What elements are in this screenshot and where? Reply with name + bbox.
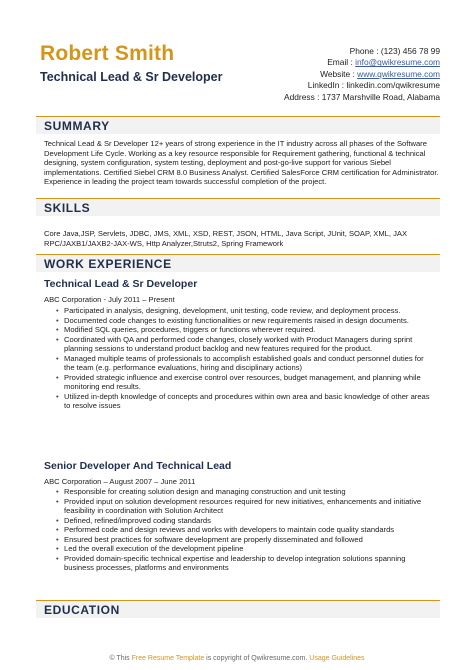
job-meta: ABC Corporation - July 2011 – Present: [44, 295, 175, 304]
website-label: Website :: [320, 68, 355, 79]
list-item: • Participated in analysis, designing, development, unit testing, code review, and deployment process.: [56, 306, 436, 316]
footer-prefix: © This: [109, 655, 130, 662]
job-title: Technical Lead & Sr Developer: [44, 278, 198, 290]
list-item: • Managed multiple teams of professionals to accomplish established goals and conduct personnel duties for the team (e.g. performance evaluations, hiring and disciplinary actions): [56, 354, 436, 373]
skills-text: Core Java,JSP, Servlets, JDBC, JMS, XML, XSD, REST, JSON, HTML, Java Script, JUnit, SOAP, XML, JAX RPC/JAXB1/JAXB2-JAX-WS, Http Analyzer,Struts2, Spring Framework: [44, 229, 408, 248]
contact-block: [200, 46, 440, 103]
job-title: Senior Developer And Technical Lead: [44, 460, 232, 472]
job-bullets: [56, 487, 436, 573]
contact-email: [200, 57, 440, 68]
phone-label: Phone :: [349, 46, 379, 56]
list-item: • Provided input on solution development resources required for new initiatives, enhancements and initiative feasibility in coordination with Solution Architect: [56, 497, 436, 516]
list-item: • Provided domain-specific technical expertise and leadership to develop integration solutions spanning business processes, platforms and environments: [56, 554, 436, 573]
section-skills-heading: SKILLS: [36, 198, 440, 216]
section-summary-heading: SUMMARY: [36, 116, 440, 134]
email-label: Email :: [327, 57, 353, 68]
footer-middle: is copyright of Qwikresume.com.: [206, 655, 308, 662]
contact-address: [200, 92, 440, 103]
footer-guidelines-link[interactable]: Usage Guidelines: [309, 655, 365, 662]
list-item: • Performed code and design reviews and works with developers to maintain code quality standards: [56, 525, 436, 535]
summary-text: Technical Lead & Sr Developer 12+ years of strong experience in the IT industry across all phases of the Software Development Life Cycle. Working as a key resource responsible for Requirement gathering, functional & technical designing, system configuration, system testing, deployment and post-go-live support for various Siebel implementations. Certified Siebel CRM 8.0 Business Analyst. Certified SalesForce CRM certification for Administrator. Experience in leading the project team towards successful completion of the project.: [44, 139, 439, 186]
section-experience-heading: WORK EXPERIENCE: [36, 254, 440, 272]
list-item: • Ensured best practices for software development are properly disseminated and followed: [56, 535, 436, 545]
list-item: • Responsible for creating solution design and managing construction and unit testing: [56, 487, 436, 497]
job-meta: ABC Corporation – August 2007 – June 2011: [44, 477, 196, 486]
contact-linkedin: [200, 80, 440, 91]
contact-phone: [200, 46, 440, 57]
footer: [0, 655, 474, 662]
address-value: 1737 Marshville Road, Alabama: [321, 91, 440, 102]
address-label: Address :: [284, 91, 320, 102]
candidate-role: Technical Lead & Sr Developer: [40, 70, 223, 84]
candidate-name: Robert Smith: [40, 42, 175, 65]
list-item: • Documented code changes to existing functionalities or new requirements raised in design documents.: [56, 316, 436, 326]
website-link[interactable]: www.qwikresume.com: [357, 68, 440, 79]
phone-value: (123) 456 78 99: [380, 46, 440, 56]
job-bullets: [56, 306, 436, 411]
list-item: • Utilized in-depth knowledge of concepts and procedures within own area and basic knowledge of other areas to resolve issues: [56, 392, 436, 411]
email-link[interactable]: info@qwikresume.com: [355, 57, 440, 68]
linkedin-value: linkedin.com/qwikresume: [346, 80, 440, 91]
list-item: • Provided strategic influence and exercise control over resources, budget management, and planning while monitoring end results.: [56, 373, 436, 392]
footer-template-link[interactable]: Free Resume Template: [131, 655, 205, 662]
list-item: • Coordinated with QA and performed code changes, closely worked with Product Managers during sprint planning sessions to understand product backlog and new features required for the product.: [56, 335, 436, 354]
contact-website: [200, 69, 440, 80]
section-education-heading: EDUCATION: [36, 600, 440, 618]
list-item: • Defined, refined/improved coding standards: [56, 516, 436, 526]
list-item: • Led the overall execution of the development pipeline: [56, 544, 436, 554]
linkedin-label: LinkedIn :: [307, 80, 345, 91]
list-item: • Modified SQL queries, procedures, triggers or functions wherever required.: [56, 325, 436, 335]
